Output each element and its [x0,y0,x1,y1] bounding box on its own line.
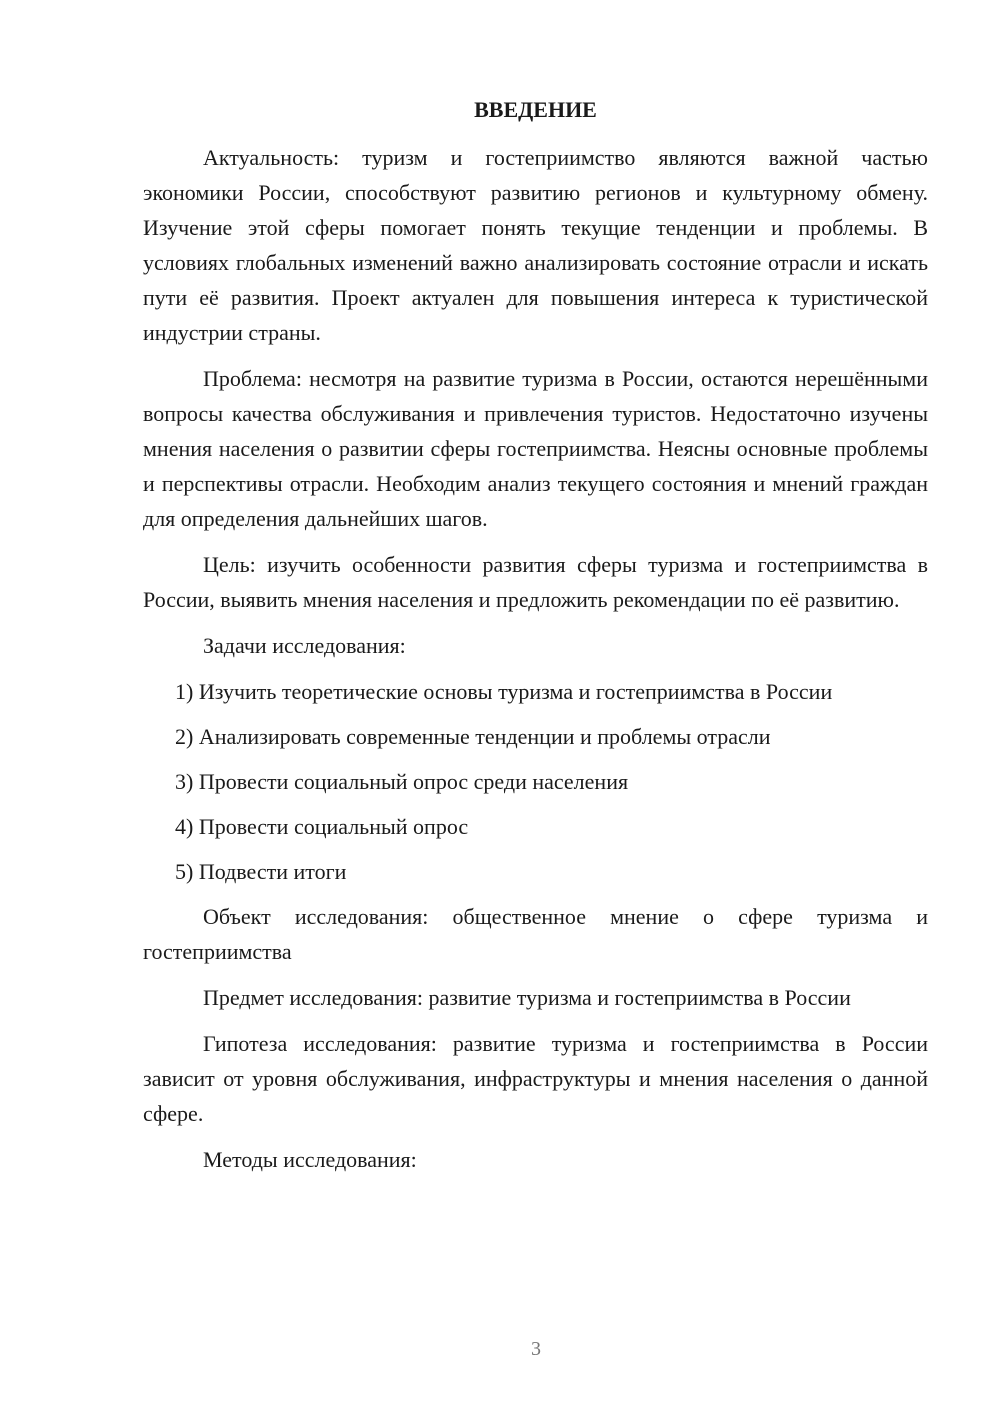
task-item: 3) Провести социальный опрос среди населения [175,769,629,794]
paragraph-relevance: Актуальность: туризм и гостеприимство являются важной частью экономики России, способствуют развитию регионов и культурному обмену. Изучение этой сферы помогает понять текущие тенденции и проблемы. В условиях глобальных изменений важно анализировать состояние отрасли и искать пути её развития. Проект актуален для повышения интереса к туристической индустрии страны. [143,145,928,345]
paragraph-subject: Предмет исследования: развитие туризма и гостеприимства в России [203,985,851,1010]
task-item: 1) Изучить теоретические основы туризма и гостеприимства в России [175,679,833,704]
paragraph-goal: Цель: изучить особенности развития сферы туризма и гостеприимства в России, выявить мнения населения и предложить рекомендации по её развитию. [143,552,928,612]
methods-heading: Методы исследования: [203,1147,417,1172]
task-item: 4) Провести социальный опрос [175,814,469,839]
page-number: 3 [531,1338,541,1360]
paragraph-object: Объект исследования: общественное мнение о сфере туризма и гостеприимства [143,904,928,964]
tasks-heading: Задачи исследования: [203,633,406,658]
section-title: ВВЕДЕНИЕ [474,97,597,122]
task-item: 2) Анализировать современные тенденции и проблемы отрасли [175,724,771,749]
paragraph-problem: Проблема: несмотря на развитие туризма в России, остаются нерешёнными вопросы качества обслуживания и привлечения туристов. Недостаточно изучены мнения населения о развитии сферы гостеприимства. Неясны основные проблемы и перспективы отрасли. Необходим анализ текущего состояния и мнений граждан для определения дальнейших шагов. [143,366,928,531]
tasks-list [143,674,928,889]
paragraph-hypothesis: Гипотеза исследования: развитие туризма и гостеприимства в России зависит от уровня обслуживания, инфраструктуры и мнения населения о данной сфере. [143,1031,928,1126]
page-content [143,92,928,1188]
task-item: 5) Подвести итоги [175,859,347,884]
